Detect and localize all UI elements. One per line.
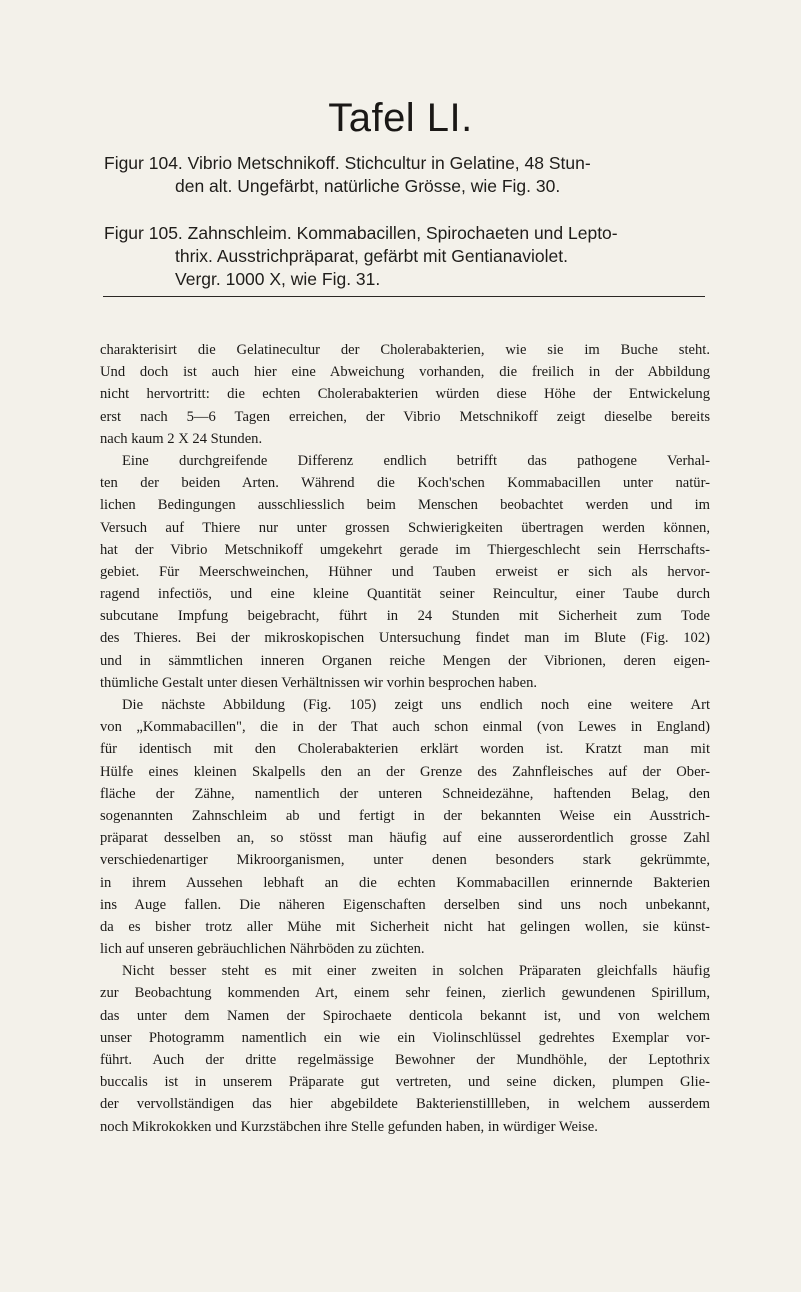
figure-caption-105 [104, 222, 704, 291]
text-line: in ihrem Aussehen lebhaft an die echten Kommabacillen erinnernde Bakterien [100, 874, 710, 891]
text-line: der vervollständigen das hier abgebildete Bakterienstillleben, in welchem ausserdem [100, 1096, 710, 1113]
text-line: erst nach 5—6 Tagen erreichen, der Vibrio Metschnikoff zeigt dieselbe bereits [100, 408, 710, 425]
text-line: nach kaum 2 X 24 Stunden. [100, 430, 263, 447]
caption-divider [103, 296, 705, 297]
text-line: ins Auge fallen. Die näheren Eigenschaften derselben sind uns noch unbekannt, [100, 896, 710, 913]
text-line: Die nächste Abbildung (Fig. 105) zeigt uns endlich noch eine weitere Art [122, 697, 710, 713]
text-line: zur Beobachtung kommenden Art, einem sehr feinen, zierlich gewundenen Spirillum, [100, 985, 710, 1002]
text-line: Hülfe eines kleinen Skalpells den an der Grenze des Zahnfleisches auf der Ober- [100, 763, 710, 780]
caption-line: Figur 105. Zahnschleim. Kommabacillen, Spirochaeten und Lepto- [104, 223, 618, 243]
text-line: da es bisher trotz aller Mühe mit Sicherheit nicht hat gelingen wollen, sie künst- [100, 918, 710, 935]
text-line: lich auf unseren gebräuchlichen Nährböden zu züchten. [100, 941, 425, 958]
text-line: noch Mikrokokken und Kurzstäbchen ihre Stelle gefunden haben, in würdiger Weise. [100, 1118, 598, 1135]
text-line: sogenannten Zahnschleim ab und fertigt in der bekannten Weise ein Ausstrich- [100, 807, 710, 824]
figure-caption-104 [104, 152, 704, 198]
text-line: Und doch ist auch hier eine Abweichung vorhanden, die freilich in der Abbildung [100, 364, 710, 381]
caption-line: den alt. Ungefärbt, natürliche Grösse, wie Fig. 30. [175, 176, 561, 196]
text-line: Eine durchgreifende Differenz endlich betrifft das pathogene Verhal- [122, 452, 710, 469]
text-line: charakterisirt die Gelatinecultur der Cholerabakterien, wie sie im Buche steht. [100, 342, 710, 358]
text-line: subcutane Impfung beigebracht, führt in 24 Stunden mit Sicherheit zum Tode [100, 608, 710, 625]
text-line: führt. Auch der dritte regelmässige Bewohner der Mundhöhle, der Leptothrix [100, 1052, 710, 1068]
text-line: unser Photogramm namentlich ein wie ein Violinschlüssel gedrehtes Exemplar vor- [100, 1029, 710, 1046]
text-line: von „Kommabacillen", die in der That auch schon einmal (von Lewes in England) [100, 719, 710, 736]
text-line: gebiet. Für Meerschweinchen, Hühner und Tauben erweist er sich als hervor- [100, 563, 710, 580]
text-line: das unter dem Namen der Spirochaete denticola bekannt ist, und von welchem [100, 1007, 710, 1024]
text-line: ten der beiden Arten. Während die Koch'schen Kommabacillen unter natür- [100, 475, 710, 492]
text-line: buccalis ist in unserem Präparate gut vertreten, und seine dicken, plumpen Glie- [100, 1074, 710, 1091]
body-text [100, 339, 710, 1138]
text-line: und in sämmtlichen inneren Organen reiche Mengen der Vibrionen, deren eigen- [100, 652, 710, 669]
text-line: des Thieres. Bei der mikroskopischen Untersuchung findet man im Blute (Fig. 102) [100, 630, 710, 647]
text-line: verschiedenartiger Mikroorganismen, unter denen besonders stark gekrümmte, [100, 852, 710, 869]
text-line: hat der Vibrio Metschnikoff umgekehrt gerade im Thiergeschlecht sein Herrschafts- [100, 541, 710, 558]
plate-title: Tafel LI. [328, 96, 473, 140]
text-line: nicht hervortritt: die echten Cholerabakterien würden diese Höhe der Entwickelung [100, 386, 710, 403]
text-line: thümliche Gestalt unter diesen Verhältnissen wir vorhin besprochen haben. [100, 674, 538, 691]
text-line: Nicht besser steht es mit einer zweiten in solchen Präparaten gleichfalls häufig [122, 963, 710, 980]
text-line: lichen Bedingungen ausschliesslich beim Menschen beobachtet werden und im [100, 497, 710, 514]
text-line: präparat desselben an, so stösst man häufig auf eine ausserordentlich grosse Zahl [100, 830, 710, 847]
caption-line: Figur 104. Vibrio Metschnikoff. Stichcultur in Gelatine, 48 Stun- [104, 153, 591, 173]
text-line: für identisch mit den Cholerabakterien erklärt worden ist. Kratzt man mit [100, 741, 710, 758]
caption-line: thrix. Ausstrichpräparat, gefärbt mit Gentianaviolet. [175, 246, 568, 266]
text-line: ragend infectiös, und eine kleine Quantität seiner Reincultur, einer Taube durch [100, 586, 710, 603]
text-line: Versuch auf Thiere nur unter grossen Schwierigkeiten übertragen werden können, [100, 519, 710, 536]
text-line: fläche der Zähne, namentlich der unteren Schneidezähne, haftenden Belag, den [100, 785, 710, 802]
caption-line: Vergr. 1000 X, wie Fig. 31. [175, 269, 381, 289]
